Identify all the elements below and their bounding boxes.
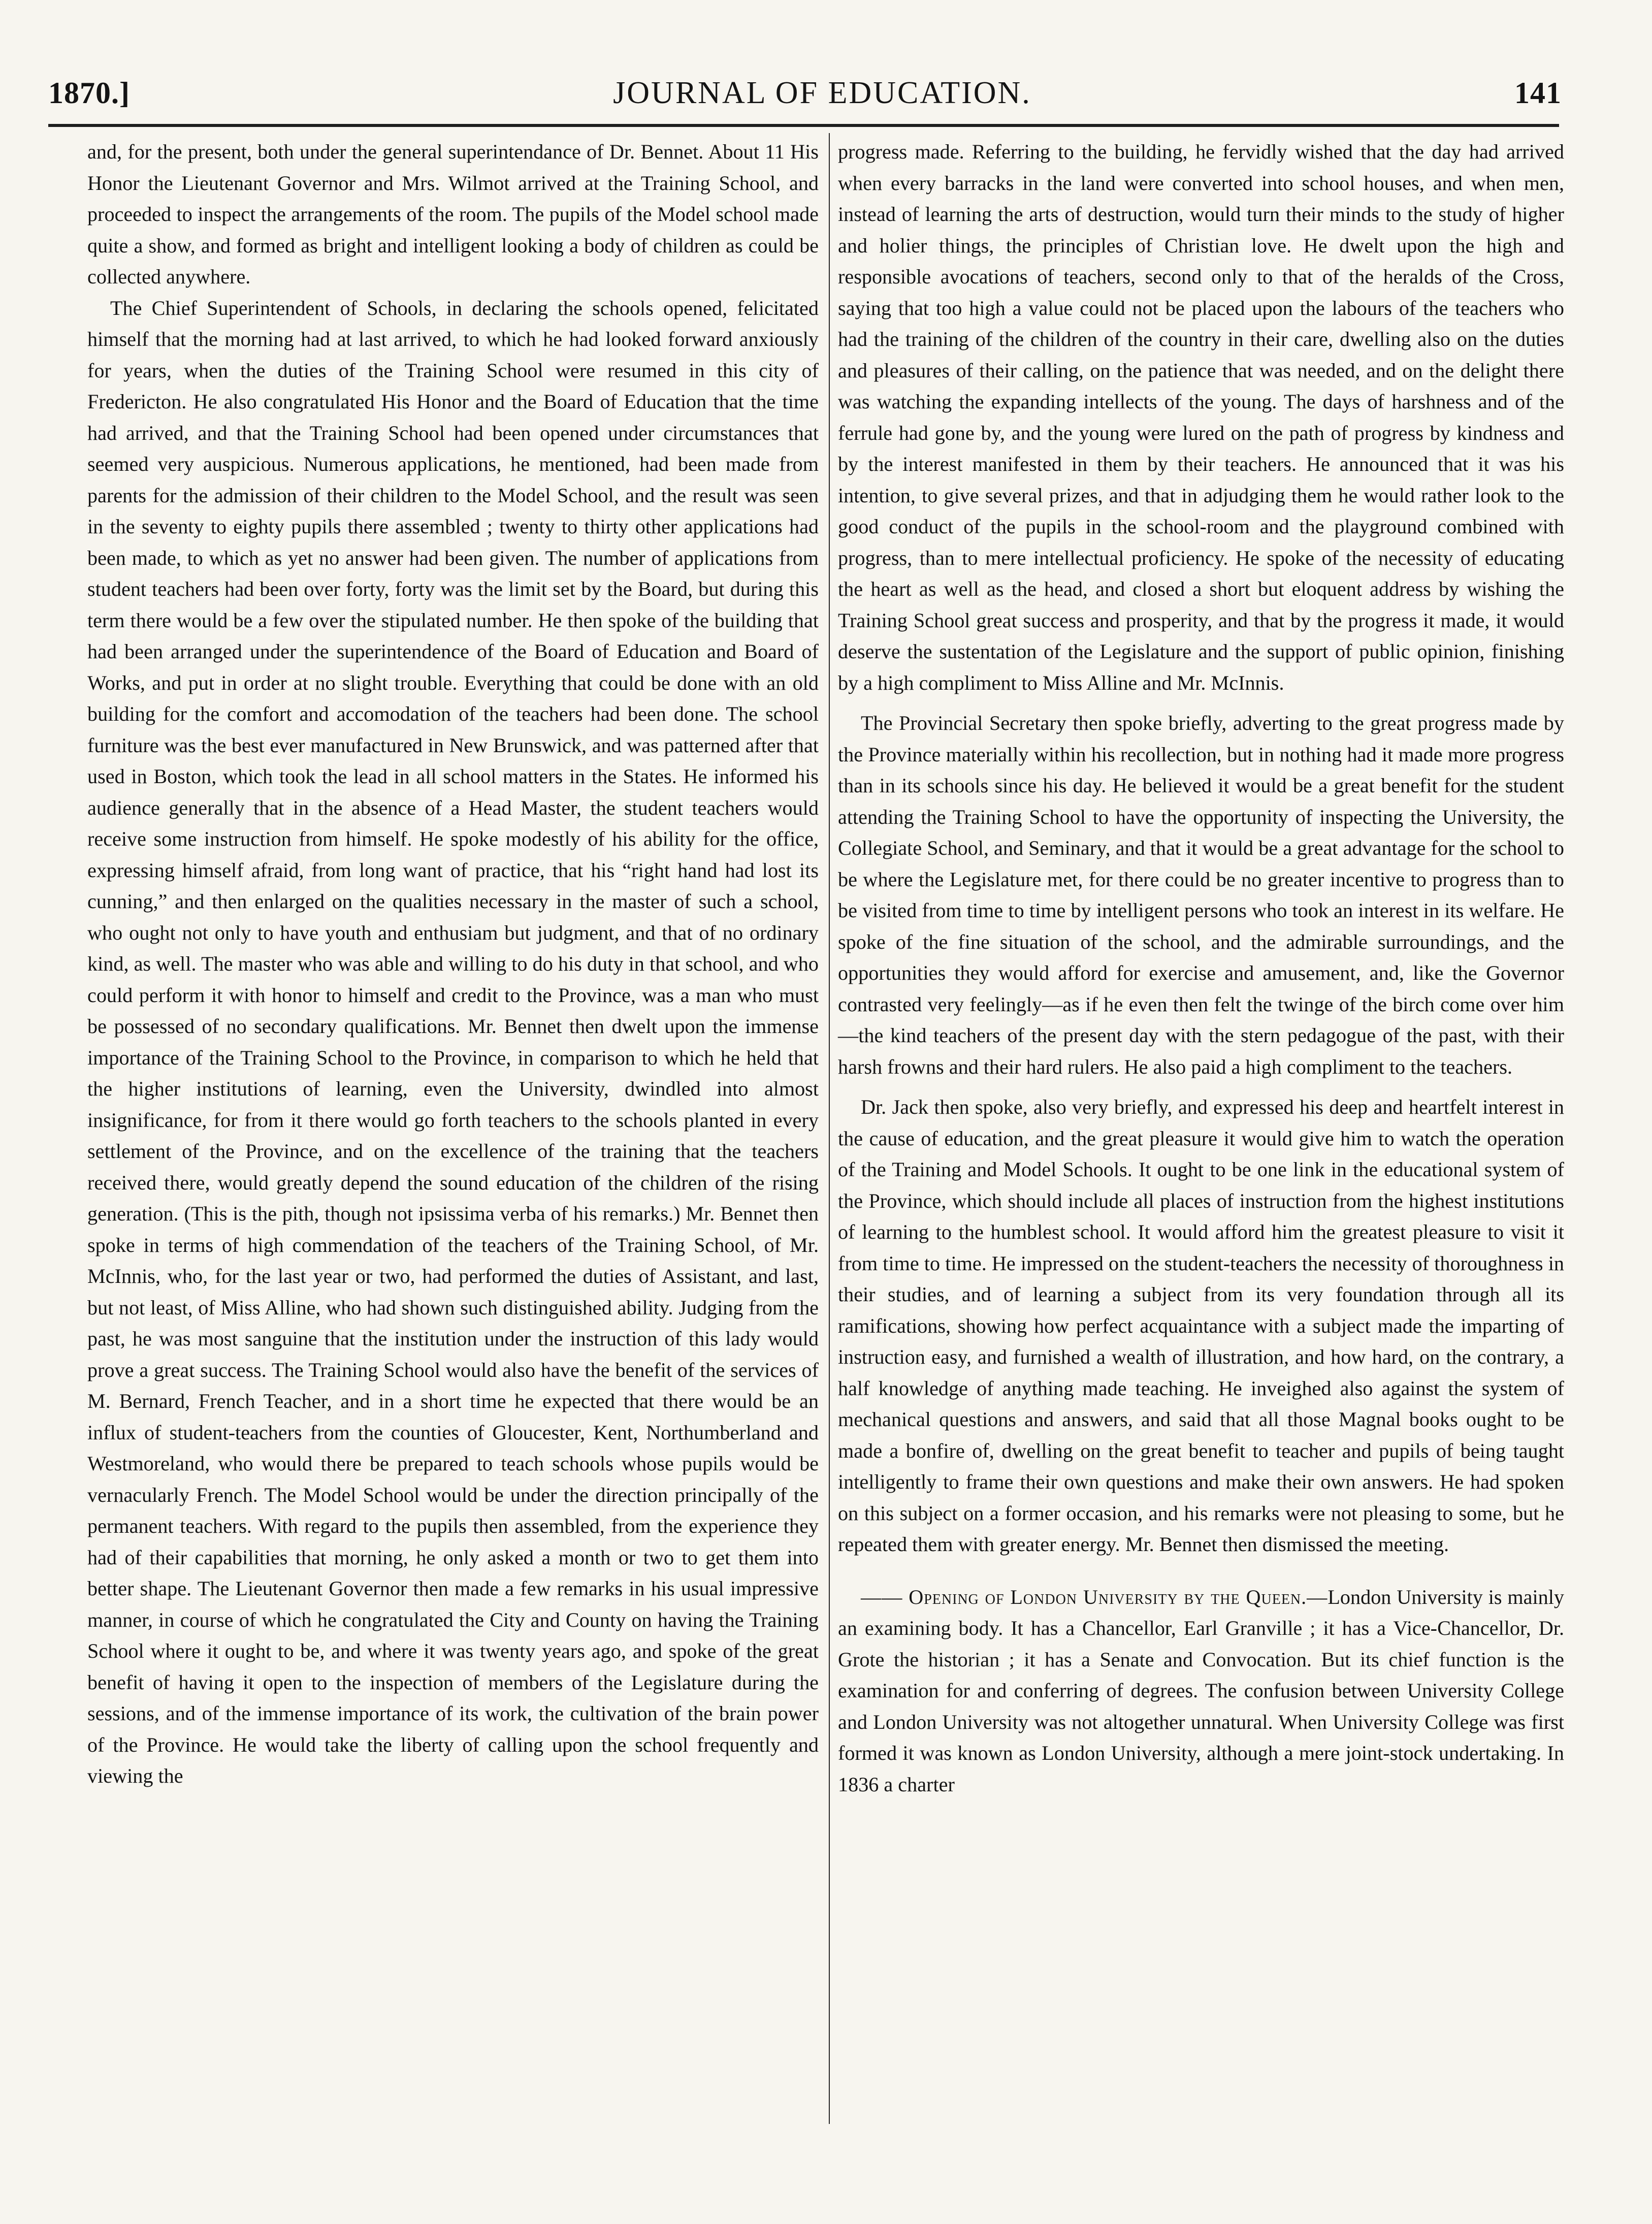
page-number: 141: [1514, 76, 1562, 110]
article-paragraph: [838, 1582, 1564, 1800]
left-column: [87, 136, 819, 1792]
paragraph: The Chief Superintendent of Schools, in declaring the schools opened, felicitated himself that the morning had at last arrived, to which he had looked forward anxiously for years, when the duties of the Training School were resumed in this city of Fredericton. He also congratulated His Honor and the Board of Education that the time had arrived, and that the Training School had been opened under circumstances that seemed very auspicious. Numerous applications, he mentioned, had been made from parents for the admission of their children to the Model School, and the result was seen in the seventy to eighty pupils there assembled ; twenty to thirty other applications had been made, to which as yet no answer had been given. The number of applications from student teachers had been over forty, forty was the limit set by the Board, but during this term there would be a few over the stipulated number. He then spoke of the building that had been arranged under the superintendence of the Board of Education and Board of Works, and put in order at no slight trouble. Everything that could be done with an old building for the comfort and accomodation of the teachers had been done. The school furniture was the best ever manufactured in New Brunswick, and was patterned after that used in Boston, which took the lead in all school matters in the States. He informed his audience generally that in the absence of a Head Master, the student teachers would receive some instruction from himself. He spoke modestly of his ability for the office, expressing himself afraid, from long want of practice, that his “right hand had lost its cunning,” and then enlarged on the qualities necessary in the master of such a school, who ought not only to have youth and enthusiam but judgment, and that of no ordinary kind, as well. The master who was able and willing to do his duty in that school, and who could perform it with honor to himself and credit to the Province, was a man who must be possessed of no secondary qualifications. Mr. Bennet then dwelt upon the immense importance of the Training School to the Province, in comparison to which he held that the higher institutions of learning, even the University, dwindled into almost insignificance, for from it there would go forth teachers to the schools planted in every settlement of the Province, and on the excellence of the training that the teachers received there, would greatly depend the sound education of the children of the rising generation. (This is the pith, though not ipsissima verba of his remarks.) Mr. Bennet then spoke in terms of high commendation of the teachers of the Training School, of Mr. McInnis, who, for the last year or two, had performed the duties of Assistant, and last, but not least, of Miss Alline, who had shown such distinguished ability. Judging from the past, he was most sanguine that the institution under the instruction of this lady would prove a great success. The Training School would also have the benefit of the services of M. Bernard, French Teacher, and in a short time he expected that there would be an influx of student-teachers from the counties of Gloucester, Kent, Northumberland and Westmoreland, who would there be prepared to teach schools whose pupils would be vernacularly French. The Model School would be under the direction principally of the permanent teachers. With regard to the pupils then assembled, from the experience they had of their capabilities that morning, he only asked a month or two to get them into better shape. The Lieutenant Governor then made a few remarks in his usual impressive manner, in course of which he congratulated the City and County on having the Training School where it ought to be, and where it was twenty years ago, and spoke of the great benefit of having it open to the inspection of members of the Legislature during the sessions, and of the immense importance of its work, the cultivation of the brain power of the Province. He would take the liberty of calling upon the school frequently and viewing the: [87, 296, 819, 1787]
header-year: 1870.]: [48, 76, 130, 110]
journal-title: JOURNAL OF EDUCATION.: [613, 76, 1031, 110]
column-divider: [829, 133, 830, 2124]
paragraph: and, for the present, both under the general superintendance of Dr. Bennet. About 11 His Honor the Lieutenant Governor and Mrs. Wilmot arrived at the Training School, and proceeded to inspect the arrangements of the room. The pupils of the Model school made quite a show, and formed as bright and intelligent looking a body of children as could be collected anywhere.: [87, 140, 819, 288]
paragraph: The Provincial Secretary then spoke briefly, adverting to the great progress made by the Province materially within his recollection, but in nothing had it made more progress than in its schools since his day. He believed it would be a great benefit for the student attending the Training School to have the opportunity of inspecting the University, the Collegiate School, and Seminary, and that it would be a great advantage for the school to be where the Legislature met, for there could be no greater incentive to progress than to be visited from time to time by intelligent persons who took an interest in its welfare. He spoke of the fine situation of the school, and the admirable surroundings, and the opportunities they would afford for exercise and amusement, and, like the Governor contrasted very feelingly—as if he even then felt the twinge of the birch come over him—the kind teachers of the present day with the stern pedagogue of the past, with their harsh frowns and their hard rulers. He also paid a high compliment to the teachers.: [838, 712, 1564, 1078]
header-rule: [48, 124, 1559, 127]
page-header: [48, 75, 1562, 119]
right-column: [838, 136, 1564, 1800]
paragraph: progress made. Referring to the building, he fervidly wished that the day had arrived when every barracks in the land were converted into school houses, and when men, instead of learning the arts of destruction, would turn their minds to the study of higher and holier things, the principles of Christian love. He dwelt upon the high and responsible avocations of teachers, second only to that of the heralds of the Cross, saying that too high a value could not be placed upon the labours of the teachers who had the training of the children of the country in their care, dwelling also on the duties and pleasures of their calling, on the patience that was needed, and on the delight there was watching the expanding intellects of the young. The days of harshness and of the ferrule had gone by, and the young were lured on the path of progress by kindness and by the interest manifested in them by their teachers. He announced that it was his intention, to give several prizes, and that in adjudging them he would rather look to the good conduct of the pupils in the school-room and the playground combined with progress, than to mere intellectual proficiency. He spoke of the necessity of educating the heart as well as the head, and closed a short but eloquent address by wishing the Training School great success and prosperity, and that by the progress it made, it would deserve the sustentation of the Legislature and the support of public opinion, finishing by a high compliment to Miss Alline and Mr. McInnis.: [838, 140, 1564, 694]
article-heading: —— Opening of London University by the Queen.—: [861, 1585, 1328, 1608]
paragraph: Dr. Jack then spoke, also very briefly, and expressed his deep and heartfelt interest in the cause of education, and the great pleasure it would give him to watch the operation of the Training and Model Schools. It ought to be one link in the educational system of the Province, which should include all places of instruction from the highest institutions of learning to the humblest school. It would afford him the greatest pleasure to visit it from time to time. He impressed on the student-teachers the necessity of thoroughness in their studies, and of learning a subject from its very foundation through all its ramifications, showing how perfect acquaintance with a subject made the imparting of instruction easy, and furnished a wealth of illustration, and how hard, on the contrary, a half knowledge of anything made teaching. He inveighed also against the system of mechanical questions and answers, and said that all those Magnal books ought to be made a bonfire of, dwelling on the great benefit to teacher and pupils of being taught intelligently to frame their own questions and make their own answers. He had spoken on this subject on a former occasion, and his remarks were not pleasing to some, but he repeated them with greater energy. Mr. Bennet then dismissed the meeting.: [838, 1095, 1564, 1556]
article-body: London University is mainly an examining body. It has a Chancellor, Earl Granville ; it has a Vice-Chancellor, Dr. Grote the historian ; it has a Senate and Convocation. But its chief function is the examination for and conferring of degrees. The confusion between University College and London University was not altogether unnatural. When University College was first formed it was known as London University, although a mere joint-stock undertaking. In 1836 a charter: [838, 1585, 1564, 1796]
